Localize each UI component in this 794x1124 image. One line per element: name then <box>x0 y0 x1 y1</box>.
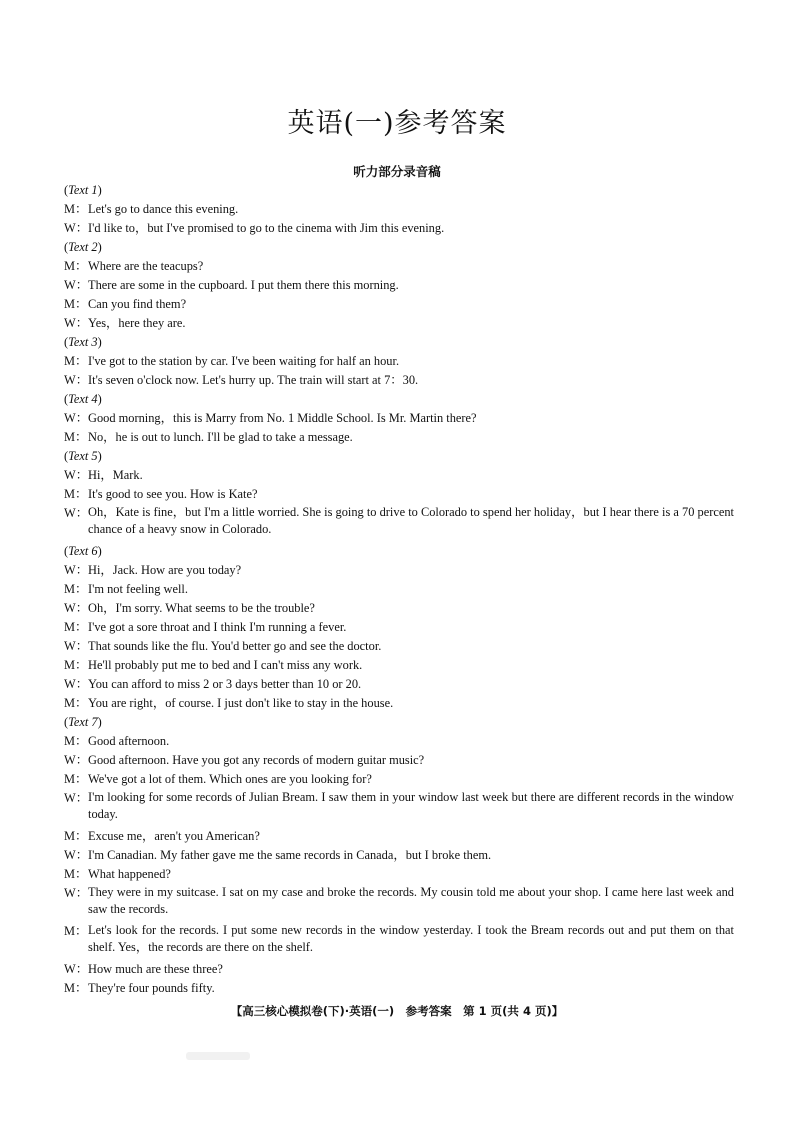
speaker-label: W： <box>64 411 89 425</box>
page-footer: 【高三核心模拟卷(下)·英语(一) 参考答案 第 1 页(共 4 页)】 <box>230 1004 564 1018</box>
dialogue-line <box>64 352 734 371</box>
speaker-label: M： <box>64 582 88 596</box>
speaker-label: M： <box>64 981 88 995</box>
dialogue-text: Can you find them? <box>88 297 187 311</box>
label-close-paren: ) <box>97 715 102 729</box>
dialogue-line <box>64 618 734 637</box>
dialogue-text: Good afternoon. <box>88 734 170 748</box>
label-open-paren: ( <box>64 183 69 197</box>
dialogue-line <box>64 865 734 884</box>
page-title: 英语(一)参考答案 <box>287 108 507 139</box>
dialogue-text: That sounds like the flu. You'd better go and see the doctor. <box>88 639 382 653</box>
label-open-paren: ( <box>64 544 69 558</box>
speaker-label: W： <box>64 848 89 862</box>
dialogue-line <box>64 884 734 922</box>
label-close-paren: ) <box>97 544 102 558</box>
dialogue-text: You can afford to miss 2 or 3 days better than 10 or 20. <box>88 677 362 691</box>
dialogue-line <box>64 960 734 979</box>
label-text: Text 1 <box>68 183 98 197</box>
label-text: Text 4 <box>68 392 98 406</box>
dialogue-line <box>64 371 734 390</box>
dialogue-text: Oh，I'm sorry. What seems to be the trouble? <box>88 601 315 615</box>
speaker-label: M： <box>64 620 88 634</box>
dialogue-line <box>64 295 734 314</box>
dialogue-line <box>64 789 734 827</box>
text-section-label <box>64 238 734 257</box>
label-open-paren: ( <box>64 715 69 729</box>
dialogue-line <box>64 561 734 580</box>
label-close-paren: ) <box>97 183 102 197</box>
speaker-label: M： <box>64 354 88 368</box>
dialogue-text: I'm looking for some records of Julian Bream. I saw them in your window last week but there are different records in the window today. <box>88 790 734 821</box>
speaker-label: W： <box>64 506 89 520</box>
dialogue-text: I'm not feeling well. <box>88 582 188 596</box>
dialogue-text: Where are the teacups? <box>88 259 204 273</box>
text-section-label <box>64 333 734 352</box>
speaker-label: W： <box>64 278 89 292</box>
dialogue-text: Good afternoon. Have you got any records of modern guitar music? <box>88 753 425 767</box>
dialogue-line <box>64 428 734 447</box>
scan-smudge <box>186 1052 250 1060</box>
speaker-label: M： <box>64 202 88 216</box>
speaker-label: M： <box>64 829 88 843</box>
dialogue-line <box>64 276 734 295</box>
dialogue-line <box>64 846 734 865</box>
label-open-paren: ( <box>64 335 69 349</box>
speaker-label: W： <box>64 563 89 577</box>
dialogue-text: Let's go to dance this evening. <box>88 202 239 216</box>
transcript <box>64 181 734 998</box>
text-section-label <box>64 542 734 561</box>
section-title: 听力部分录音稿 <box>353 164 441 179</box>
text-section-label <box>64 390 734 409</box>
speaker-label: M： <box>64 772 88 786</box>
dialogue-line <box>64 219 734 238</box>
dialogue-text: I've got to the station by car. I've been waiting for half an hour. <box>88 354 400 368</box>
speaker-label: W： <box>64 601 89 615</box>
speaker-label: W： <box>64 373 89 387</box>
label-close-paren: ) <box>97 240 102 254</box>
dialogue-text: It's good to see you. How is Kate? <box>88 487 258 501</box>
dialogue-line <box>64 504 734 542</box>
dialogue-line <box>64 466 734 485</box>
dialogue-text: You are right，of course. I just don't like to stay in the house. <box>88 696 394 710</box>
dialogue-text: Yes，here they are. <box>88 316 186 330</box>
dialogue-text: How much are these three? <box>88 962 223 976</box>
dialogue-line <box>64 200 734 219</box>
dialogue-line <box>64 675 734 694</box>
dialogue-text: There are some in the cupboard. I put them there this morning. <box>88 278 399 292</box>
dialogue-line <box>64 409 734 428</box>
label-open-paren: ( <box>64 449 69 463</box>
dialogue-text: They were in my suitcase. I sat on my case and broke the records. My cousin told me about your shop. I came here last week and saw the records. <box>88 885 734 916</box>
speaker-label: M： <box>64 734 88 748</box>
speaker-label: W： <box>64 639 89 653</box>
label-text: Text 7 <box>68 715 98 729</box>
dialogue-text: I've got a sore throat and I think I'm running a fever. <box>88 620 347 634</box>
dialogue-line <box>64 827 734 846</box>
speaker-label: W： <box>64 221 89 235</box>
speaker-label: W： <box>64 677 89 691</box>
label-open-paren: ( <box>64 392 69 406</box>
dialogue-text: Hi，Jack. How are you today? <box>88 563 242 577</box>
dialogue-text: Let's look for the records. I put some new records in the window yesterday. I took the Bream records out and put them on that shelf. Yes，the records are there on the shelf. <box>88 923 734 954</box>
dialogue-text: We've got a lot of them. Which ones are you looking for? <box>88 772 372 786</box>
dialogue-text: I'd like to，but I've promised to go to the cinema with Jim this evening. <box>88 221 445 235</box>
label-text: Text 3 <box>68 335 98 349</box>
speaker-label: M： <box>64 924 88 938</box>
speaker-label: W： <box>64 316 89 330</box>
speaker-label: W： <box>64 962 89 976</box>
speaker-label: M： <box>64 259 88 273</box>
label-text: Text 6 <box>68 544 98 558</box>
speaker-label: M： <box>64 658 88 672</box>
text-section-label <box>64 447 734 466</box>
dialogue-text: Oh，Kate is fine，but I'm a little worried. She is going to drive to Colorado to spend her holiday，but I hear there is a 70 percent chance of a heavy snow in Colorado. <box>88 505 734 536</box>
dialogue-line <box>64 580 734 599</box>
dialogue-line <box>64 770 734 789</box>
speaker-label: M： <box>64 297 88 311</box>
label-text: Text 2 <box>68 240 98 254</box>
text-section-label <box>64 181 734 200</box>
dialogue-text: Good morning，this is Marry from No. 1 Middle School. Is Mr. Martin there? <box>88 411 477 425</box>
speaker-label: W： <box>64 468 89 482</box>
dialogue-text: What happened? <box>88 867 171 881</box>
speaker-label: M： <box>64 487 88 501</box>
speaker-label: W： <box>64 886 89 900</box>
label-open-paren: ( <box>64 240 69 254</box>
speaker-label: M： <box>64 430 88 444</box>
text-section-label <box>64 713 734 732</box>
dialogue-text: No，he is out to lunch. I'll be glad to take a message. <box>88 430 353 444</box>
dialogue-text: He'll probably put me to bed and I can't miss any work. <box>88 658 363 672</box>
label-close-paren: ) <box>97 392 102 406</box>
dialogue-line <box>64 257 734 276</box>
speaker-label: W： <box>64 791 89 805</box>
speaker-label: M： <box>64 696 88 710</box>
dialogue-text: It's seven o'clock now. Let's hurry up. The train will start at 7：30. <box>88 373 419 387</box>
dialogue-line <box>64 599 734 618</box>
label-close-paren: ) <box>97 449 102 463</box>
dialogue-line <box>64 694 734 713</box>
dialogue-text: Excuse me，aren't you American? <box>88 829 260 843</box>
label-close-paren: ) <box>97 335 102 349</box>
dialogue-line <box>64 314 734 333</box>
dialogue-line <box>64 485 734 504</box>
dialogue-line <box>64 656 734 675</box>
speaker-label: M： <box>64 867 88 881</box>
dialogue-line <box>64 922 734 960</box>
label-text: Text 5 <box>68 449 98 463</box>
dialogue-line <box>64 979 734 998</box>
dialogue-text: Hi，Mark. <box>88 468 143 482</box>
dialogue-line <box>64 751 734 770</box>
dialogue-text: They're four pounds fifty. <box>88 981 215 995</box>
dialogue-text: I'm Canadian. My father gave me the same records in Canada，but I broke them. <box>88 848 492 862</box>
speaker-label: W： <box>64 753 89 767</box>
dialogue-line <box>64 732 734 751</box>
dialogue-line <box>64 637 734 656</box>
